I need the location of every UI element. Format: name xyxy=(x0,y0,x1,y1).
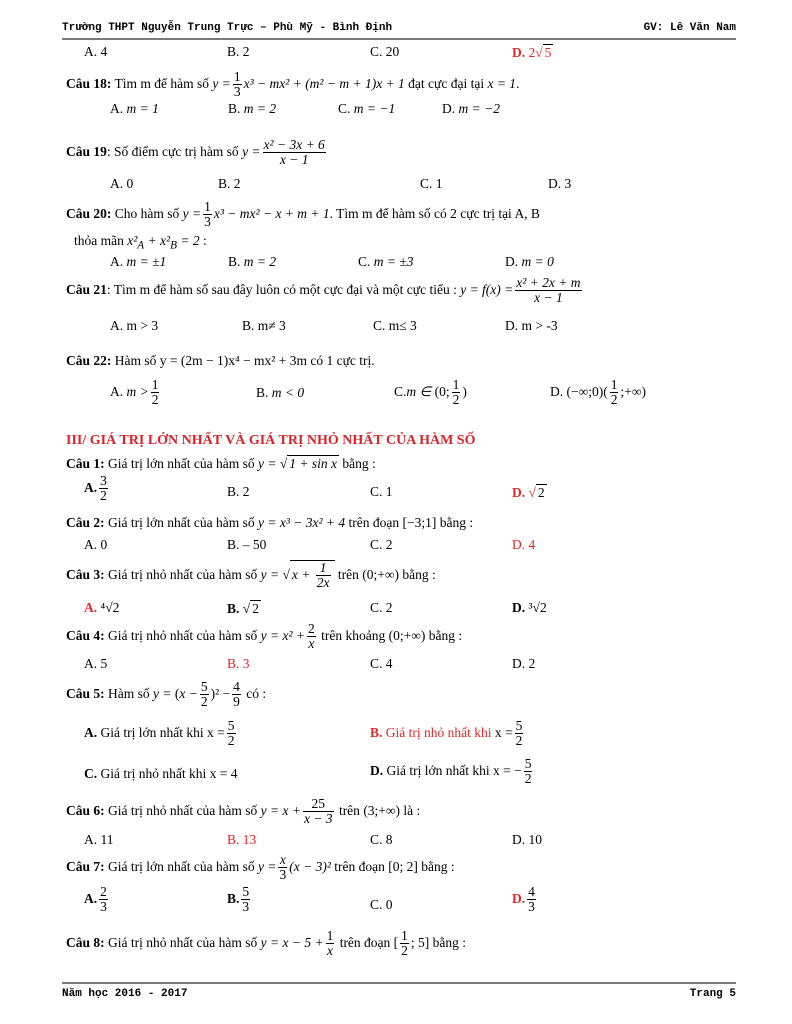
answer-a: A. 0 xyxy=(84,537,108,552)
answer-b: B. 2 xyxy=(218,176,241,191)
teacher-name: GV: Lê Văn Nam xyxy=(643,22,736,34)
question-7: Câu 7: Giá trị lớn nhất của hàm số y = $\frac{x}{3}$ (x − 3)² trên đoạn [0; 2] bằng : xyxy=(66,852,455,883)
answer-c: C. 8 xyxy=(370,832,393,847)
answer-b: B. m≠ 3 xyxy=(242,318,286,333)
answer-b: B. √ 2 xyxy=(227,601,259,616)
answer-b: B. m = 2 xyxy=(228,254,277,269)
page-footer xyxy=(62,988,736,1000)
answer-a: A. m > 3 xyxy=(110,318,159,333)
answer-c: C. 20 xyxy=(370,44,400,59)
answer-d: D. ³√2 xyxy=(512,600,547,615)
question-20: Câu 20: Cho hàm số y = $\frac{1}{3}$ x³ − mx² − x + m + 1. Tìm m để hàm số có 2 cực trị tại A, B xyxy=(66,199,540,230)
answer-a: A. ⁴√2 xyxy=(84,600,120,615)
answer-a: A. 11 xyxy=(84,832,114,847)
answer-d: D. √ 2 xyxy=(512,485,545,500)
answer-b: B. m < 0 xyxy=(256,385,305,400)
answer-c: C. 2 xyxy=(370,600,393,615)
question-20-condition: thỏa mãn $x^2_A + x^2_B = 2$ : xyxy=(74,233,207,252)
answer-a: A. m = ±1 xyxy=(110,254,167,269)
answer-d: D. 2√ 5 xyxy=(512,45,552,60)
question-8: Câu 8: Giá trị nhỏ nhất của hàm số y = x − 5 + $\frac{1}{x}$ trên đoạn [ $\frac{1}{2}$ ; 5] bằng : xyxy=(66,928,467,959)
page-number: Trang 5 xyxy=(689,988,736,1000)
answer-b: B. 2 xyxy=(227,484,250,499)
question-3: Câu 3: Giá trị nhỏ nhất của hàm số y = √ x + $\frac{1}{2x}$ trên (0;+∞) bằng : xyxy=(66,560,436,591)
answer-d: D. m > -3 xyxy=(505,318,558,333)
question-2: Câu 2: Giá trị lớn nhất của hàm số y = x³ − 3x² + 4 trên đoạn [−3;1] bằng : xyxy=(66,515,474,530)
answer-a: A. m = 1 xyxy=(110,101,159,116)
answer-c: C. 2 xyxy=(370,537,393,552)
answer-c: C. m = −1 xyxy=(338,101,396,116)
answer-b: B. Giá trị nhỏ nhất khi x = $\frac{5}{2}$ xyxy=(370,718,523,749)
answer-b: B. $\frac{5}{3}$ xyxy=(227,884,250,915)
question-1: Câu 1: Giá trị lớn nhất của hàm số y = √ 1 + sin x bằng : xyxy=(66,456,376,471)
question-5: Câu 5: Hàm số y = (x − $\frac{5}{2}$ )² − $\frac{4}{9}$ có : xyxy=(66,679,267,710)
question-19: Câu 19: Số điểm cực trị hàm số y = $\frac{\text{x² − 3x + 6}}{x - 1}$ xyxy=(66,137,325,168)
answer-a: A. Giá trị lớn nhất khi x = $\frac{5}{2}$ xyxy=(84,718,235,749)
answer-d: D. 4 xyxy=(512,537,536,552)
footer-rule xyxy=(62,982,736,984)
question-22: Câu 22: Hàm số y = (2m − 1)x⁴ − mx² + 3m có 1 cực trị. xyxy=(66,353,375,368)
answer-c: C.m ∈ (0; $\frac{1}{2}$ ) xyxy=(394,377,467,408)
school-year: Năm học 2016 - 2017 xyxy=(62,988,188,1000)
answer-c: C. 0 xyxy=(370,897,393,912)
answer-b: B. 2 xyxy=(227,44,250,59)
answer-c: C. m≤ 3 xyxy=(373,318,417,333)
section-heading: III/ GIÁ TRỊ LỚN NHẤT VÀ GIÁ TRỊ NHỎ NHẤT CỦA HÀM SỐ xyxy=(66,433,476,448)
page-header xyxy=(62,22,736,34)
question-label: Câu 18: xyxy=(66,75,112,91)
answer-c: C. 1 xyxy=(420,176,443,191)
answer-d: D. 2 xyxy=(512,656,536,671)
answer-b: B. m = 2 xyxy=(228,101,277,116)
answer-c: C. 1 xyxy=(370,484,393,499)
answer-c: C. 4 xyxy=(370,656,393,671)
answer-d: D. 3 xyxy=(548,176,572,191)
answer-a: A. $\frac{3}{2}$ xyxy=(84,473,107,504)
answer-b: B. 13 xyxy=(227,832,257,847)
answer-a: A. 0 xyxy=(110,176,134,191)
answer-b: B. – 50 xyxy=(227,537,267,552)
answer-a: A. m > $\frac{1}{2}$ xyxy=(110,377,159,408)
header-rule xyxy=(62,38,736,40)
school-name: Trường THPT Nguyễn Trung Trực – Phù Mỹ - Bình Định xyxy=(62,22,393,34)
answer-d: D. $\frac{4}{3}$ xyxy=(512,884,535,915)
answer-c: C. Giá trị nhỏ nhất khi x = 4 xyxy=(84,766,238,781)
answer-a: A. $\frac{2}{3}$ xyxy=(84,884,107,915)
answer-c: C. m = ±3 xyxy=(358,254,414,269)
answer-b: B. 3 xyxy=(227,656,250,671)
answer-d: D. 10 xyxy=(512,832,542,847)
question-4: Câu 4: Giá trị nhỏ nhất của hàm số y = x² + $\frac{2}{x}$ trên khoảng (0;+∞) bằng : xyxy=(66,621,463,652)
question-6: Câu 6: Giá trị nhỏ nhất của hàm số y = x + $\frac{25}{x - 3}$ trên (3;+∞) là : xyxy=(66,796,421,827)
answer-a: A. 5 xyxy=(84,656,108,671)
answer-a: A. 4 xyxy=(84,44,108,59)
question-18: Câu 18: Tìm m để hàm số y = $\frac{1}{3}$ x³ − mx² + (m² − m + 1)x + 1 đạt cực đại tại x = 1. xyxy=(66,69,520,100)
answer-d: D. Giá trị lớn nhất khi x = − $\frac{5}{2}$ xyxy=(370,756,532,787)
answer-d: D. m = 0 xyxy=(505,254,554,269)
answer-d: D. m = −2 xyxy=(442,101,500,116)
answer-d: D. (−∞;0)( $\frac{1}{2}$ ;+∞) xyxy=(550,377,646,408)
question-21: Câu 21: Tìm m để hàm số sau đây luôn có một cực đại và một cực tiểu : y = f(x) = $\frac{\text{x² + 2x + m}}{x - 1}$ xyxy=(66,275,581,306)
